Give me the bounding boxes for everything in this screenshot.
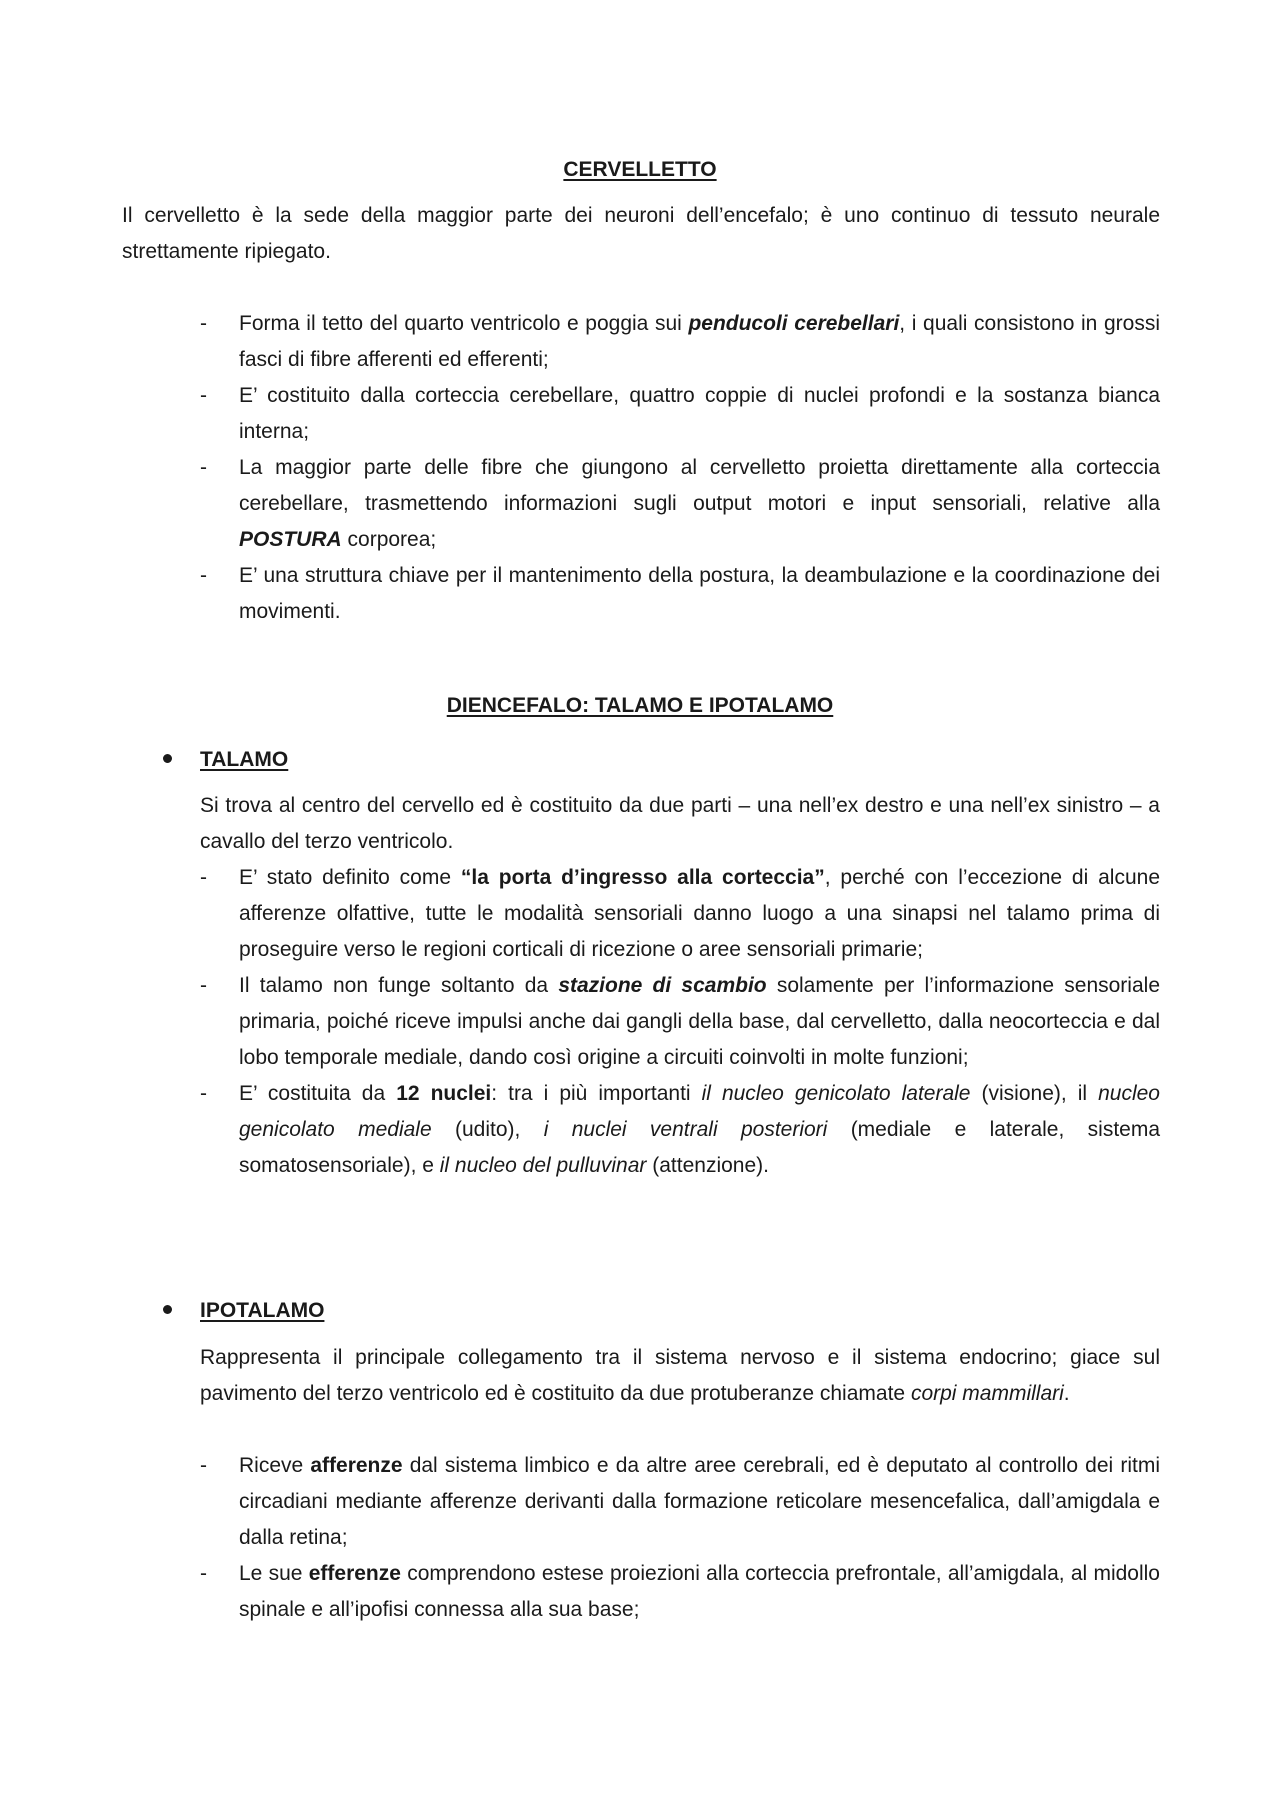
list-item: - E’ stato definito come “la porta d’ingresso alla corteccia”, perché con l’eccezione di alcune afferenze olfattive, tutte le modalità sensoriali danno luogo a una sinapsi nel talamo prima di proseguire verso le regioni corticali di ricezione o aree sensoriali primarie; [200, 860, 1160, 968]
cervelletto-list [200, 306, 1160, 630]
list-item: - Riceve afferenze dal sistema limbico e da altre aree cerebrali, ed è deputato al controllo dei ritmi circadiani mediante afferenze derivanti dalla formazione reticolare mesencefalica, dall’amigdala e dalla retina; [200, 1448, 1160, 1556]
cervelletto-intro: Il cervelletto è la sede della maggior parte dei neuroni dell’encefalo; è uno continuo di tessuto neurale strettamente ripiegato. [122, 204, 1160, 263]
list-item: - E’ costituito dalla corteccia cerebellare, quattro coppie di nuclei profondi e la sostanza bianca interna; [200, 378, 1160, 450]
list-item: - La maggior parte delle fibre che giungono al cervelletto proietta direttamente alla corteccia cerebellare, trasmettendo informazioni sugli output motori e input sensoriali, relative alla POSTURA corporea; [200, 450, 1160, 558]
ipotalamo-list [200, 1448, 1160, 1628]
talamo-list [200, 860, 1160, 1184]
list-item: - E’ costituita da 12 nuclei: tra i più importanti il nucleo genicolato laterale (visione), il nucleo genicolato mediale (udito), i nuclei ventrali posteriori (mediale e laterale, sistema somatosensoriale), e il nucleo del pulluvinar (attenzione). [200, 1076, 1160, 1184]
subsection-heading-talamo: TALAMO [200, 748, 289, 771]
list-item: - Le sue efferenze comprendono estese proiezioni alla corteccia prefrontale, all’amigdala, al midollo spinale e all’ipofisi connessa alla sua base; [200, 1556, 1160, 1628]
bullet-dot-icon [163, 1305, 172, 1314]
talamo-intro: Si trova al centro del cervello ed è costituito da due parti – una nell’ex destro e una nell’ex sinistro – a cavallo del terzo ventricolo. [200, 794, 1160, 853]
bullet-dot-icon [163, 754, 172, 763]
section-title-cervelletto: CERVELLETTO [563, 158, 717, 181]
emphasis-text: penducoli cerebellari [688, 312, 900, 335]
list-item: - Il talamo non funge soltanto da stazione di scambio solamente per l’informazione sensoriale primaria, poiché riceve impulsi anche dai gangli della base, dal cervelletto, dalla neocorteccia e dal lobo temporale mediale, dando così origine a circuiti coinvolti in molte funzioni; [200, 968, 1160, 1076]
subsection-heading-ipotalamo: IPOTALAMO [200, 1299, 325, 1322]
list-item: - Forma il tetto del quarto ventricolo e poggia sui penducoli cerebellari, i quali consistono in grossi fasci di fibre afferenti ed efferenti; [200, 306, 1160, 378]
section-title-diencefalo: DIENCEFALO: TALAMO E IPOTALAMO [446, 694, 834, 717]
ipotalamo-intro: Rappresenta il principale collegamento tra il sistema nervoso e il sistema endocrino; giace sul pavimento del terzo ventricolo ed è costituito da due protuberanze chiamate corpi mammillari. [200, 1346, 1160, 1405]
emphasis-text: POSTURA [239, 528, 342, 551]
list-item: - E’ una struttura chiave per il mantenimento della postura, la deambulazione e la coordinazione dei movimenti. [200, 558, 1160, 630]
